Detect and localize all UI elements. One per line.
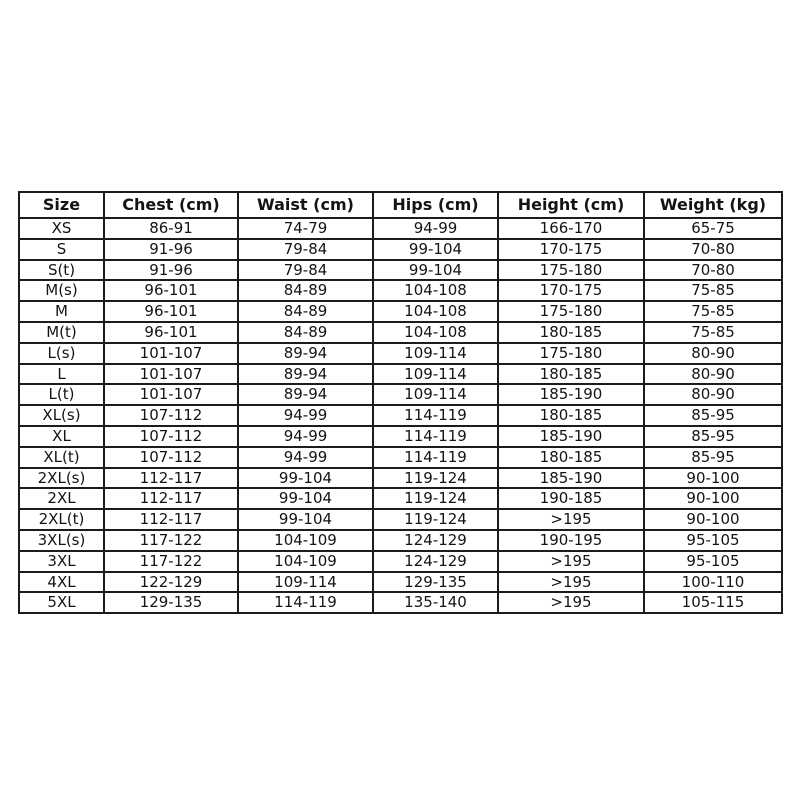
chest-cell: 112-117 — [104, 468, 238, 489]
chest-cell: 101-107 — [104, 384, 238, 405]
waist-cell: 104-109 — [238, 530, 373, 551]
waist-cell: 84-89 — [238, 322, 373, 343]
hips-cell: 135-140 — [373, 592, 498, 613]
hips-cell: 114-119 — [373, 426, 498, 447]
table-row — [19, 488, 782, 509]
table-row — [19, 218, 782, 239]
weight-cell: 90-100 — [644, 468, 782, 489]
size-cell: M — [19, 301, 104, 322]
chest-cell: 112-117 — [104, 488, 238, 509]
waist-cell: 104-109 — [238, 551, 373, 572]
waist-cell: 99-104 — [238, 488, 373, 509]
hips-cell: 99-104 — [373, 260, 498, 281]
table-row — [19, 551, 782, 572]
waist-cell: 89-94 — [238, 364, 373, 385]
waist-cell: 79-84 — [238, 239, 373, 260]
weight-cell: 90-100 — [644, 509, 782, 530]
hips-cell: 94-99 — [373, 218, 498, 239]
chest-cell: 112-117 — [104, 509, 238, 530]
table-row — [19, 530, 782, 551]
size-cell: 5XL — [19, 592, 104, 613]
waist-cell: 94-99 — [238, 447, 373, 468]
height-cell: 190-185 — [498, 488, 644, 509]
column-header-hips: Hips (cm) — [373, 192, 498, 218]
weight-cell: 80-90 — [644, 343, 782, 364]
waist-cell: 114-119 — [238, 592, 373, 613]
size-cell: L — [19, 364, 104, 385]
weight-cell: 95-105 — [644, 551, 782, 572]
size-cell: L(t) — [19, 384, 104, 405]
table-row — [19, 426, 782, 447]
size-chart-body — [19, 218, 782, 613]
size-cell: 2XL(s) — [19, 468, 104, 489]
table-row — [19, 447, 782, 468]
weight-cell: 65-75 — [644, 218, 782, 239]
weight-cell: 80-90 — [644, 364, 782, 385]
height-cell: 180-185 — [498, 405, 644, 426]
size-cell: 4XL — [19, 572, 104, 593]
waist-cell: 84-89 — [238, 280, 373, 301]
hips-cell: 119-124 — [373, 468, 498, 489]
height-cell: >195 — [498, 592, 644, 613]
weight-cell: 75-85 — [644, 280, 782, 301]
hips-cell: 109-114 — [373, 364, 498, 385]
height-cell: 180-185 — [498, 447, 644, 468]
height-cell: 185-190 — [498, 384, 644, 405]
height-cell: 185-190 — [498, 468, 644, 489]
weight-cell: 80-90 — [644, 384, 782, 405]
table-row — [19, 592, 782, 613]
column-header-size: Size — [19, 192, 104, 218]
height-cell: 175-180 — [498, 301, 644, 322]
height-cell: 175-180 — [498, 260, 644, 281]
table-row — [19, 384, 782, 405]
chest-cell: 107-112 — [104, 447, 238, 468]
hips-cell: 114-119 — [373, 447, 498, 468]
weight-cell: 90-100 — [644, 488, 782, 509]
table-row — [19, 572, 782, 593]
size-cell: 3XL(s) — [19, 530, 104, 551]
size-cell: 3XL — [19, 551, 104, 572]
height-cell: 190-195 — [498, 530, 644, 551]
hips-cell: 99-104 — [373, 239, 498, 260]
height-cell: >195 — [498, 509, 644, 530]
column-header-weight: Weight (kg) — [644, 192, 782, 218]
waist-cell: 89-94 — [238, 343, 373, 364]
height-cell: 166-170 — [498, 218, 644, 239]
table-row — [19, 468, 782, 489]
size-chart-header — [19, 192, 782, 218]
table-row — [19, 343, 782, 364]
hips-cell: 104-108 — [373, 301, 498, 322]
chest-cell: 117-122 — [104, 530, 238, 551]
weight-cell: 70-80 — [644, 260, 782, 281]
size-cell: M(s) — [19, 280, 104, 301]
size-cell: 2XL — [19, 488, 104, 509]
waist-cell: 79-84 — [238, 260, 373, 281]
waist-cell: 89-94 — [238, 384, 373, 405]
table-row — [19, 364, 782, 385]
size-cell: S(t) — [19, 260, 104, 281]
waist-cell: 94-99 — [238, 405, 373, 426]
size-cell: XL(s) — [19, 405, 104, 426]
table-row — [19, 405, 782, 426]
chest-cell: 91-96 — [104, 239, 238, 260]
hips-cell: 109-114 — [373, 384, 498, 405]
weight-cell: 95-105 — [644, 530, 782, 551]
weight-cell: 85-95 — [644, 405, 782, 426]
waist-cell: 84-89 — [238, 301, 373, 322]
column-header-height: Height (cm) — [498, 192, 644, 218]
waist-cell: 99-104 — [238, 468, 373, 489]
size-cell: 2XL(t) — [19, 509, 104, 530]
table-row — [19, 260, 782, 281]
hips-cell: 119-124 — [373, 509, 498, 530]
hips-cell: 124-129 — [373, 551, 498, 572]
size-cell: M(t) — [19, 322, 104, 343]
hips-cell: 124-129 — [373, 530, 498, 551]
waist-cell: 94-99 — [238, 426, 373, 447]
height-cell: 185-190 — [498, 426, 644, 447]
height-cell: 170-175 — [498, 239, 644, 260]
hips-cell: 119-124 — [373, 488, 498, 509]
column-header-waist: Waist (cm) — [238, 192, 373, 218]
chest-cell: 96-101 — [104, 322, 238, 343]
chest-cell: 101-107 — [104, 364, 238, 385]
height-cell: >195 — [498, 551, 644, 572]
weight-cell: 100-110 — [644, 572, 782, 593]
waist-cell: 109-114 — [238, 572, 373, 593]
table-row — [19, 322, 782, 343]
size-cell: S — [19, 239, 104, 260]
hips-cell: 129-135 — [373, 572, 498, 593]
chest-cell: 86-91 — [104, 218, 238, 239]
chest-cell: 107-112 — [104, 405, 238, 426]
weight-cell: 75-85 — [644, 301, 782, 322]
chest-cell: 107-112 — [104, 426, 238, 447]
height-cell: 170-175 — [498, 280, 644, 301]
size-chart-table — [18, 191, 783, 614]
size-cell: XL — [19, 426, 104, 447]
chest-cell: 96-101 — [104, 280, 238, 301]
weight-cell: 85-95 — [644, 426, 782, 447]
weight-cell: 75-85 — [644, 322, 782, 343]
waist-cell: 99-104 — [238, 509, 373, 530]
size-cell: XL(t) — [19, 447, 104, 468]
column-header-chest: Chest (cm) — [104, 192, 238, 218]
table-row — [19, 509, 782, 530]
header-row — [19, 192, 782, 218]
hips-cell: 104-108 — [373, 322, 498, 343]
hips-cell: 109-114 — [373, 343, 498, 364]
height-cell: 175-180 — [498, 343, 644, 364]
weight-cell: 105-115 — [644, 592, 782, 613]
table-row — [19, 239, 782, 260]
chest-cell: 96-101 — [104, 301, 238, 322]
hips-cell: 114-119 — [373, 405, 498, 426]
height-cell: 180-185 — [498, 322, 644, 343]
size-cell: XS — [19, 218, 104, 239]
weight-cell: 70-80 — [644, 239, 782, 260]
table-row — [19, 301, 782, 322]
waist-cell: 74-79 — [238, 218, 373, 239]
hips-cell: 104-108 — [373, 280, 498, 301]
weight-cell: 85-95 — [644, 447, 782, 468]
chest-cell: 91-96 — [104, 260, 238, 281]
height-cell: 180-185 — [498, 364, 644, 385]
chest-cell: 122-129 — [104, 572, 238, 593]
chest-cell: 129-135 — [104, 592, 238, 613]
height-cell: >195 — [498, 572, 644, 593]
chest-cell: 117-122 — [104, 551, 238, 572]
table-row — [19, 280, 782, 301]
size-cell: L(s) — [19, 343, 104, 364]
chest-cell: 101-107 — [104, 343, 238, 364]
